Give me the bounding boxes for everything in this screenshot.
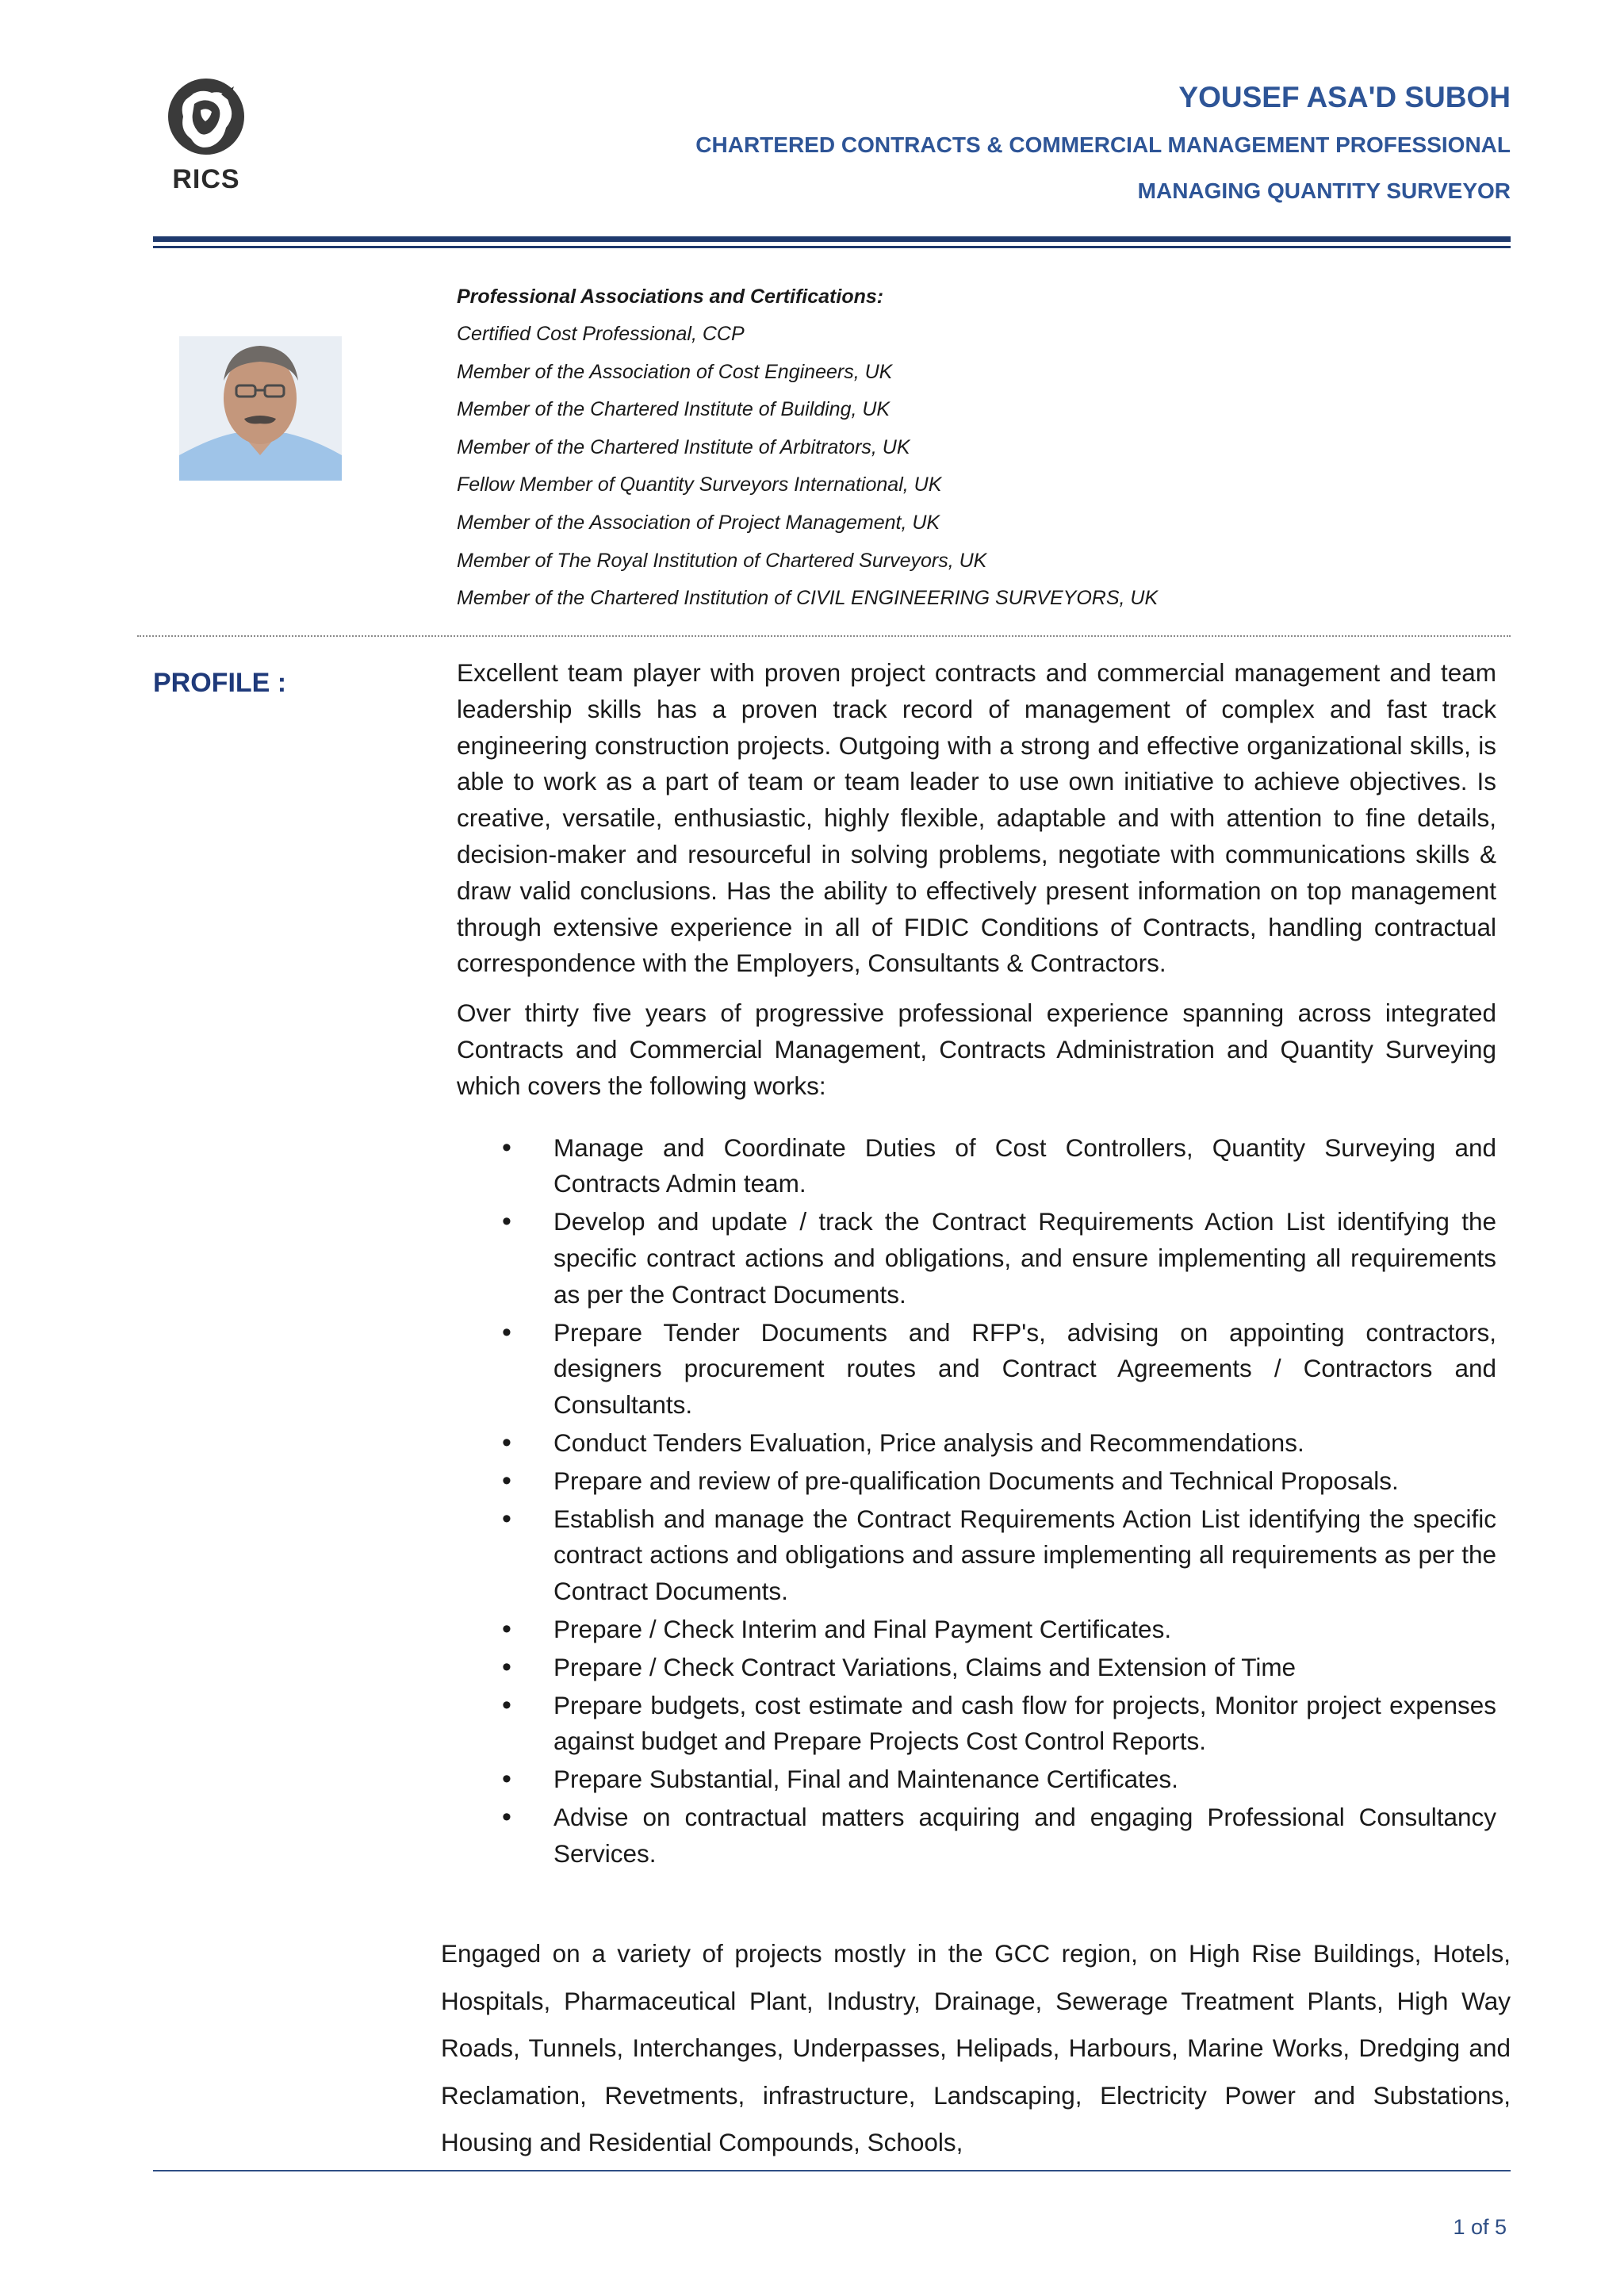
list-item-text: • Establish and manage the Contract Requirements Action List identifying the specific contract actions and obligations and assure implementing all requirements as per the Contract Documents. bbox=[553, 1504, 1496, 1606]
certification-item: Member of the Chartered Institution of CIVIL ENGINEERING SURVEYORS, UK bbox=[457, 587, 1159, 610]
list-item-text: • Advise on contractual matters acquiring and engaging Professional Consultancy Services. bbox=[553, 1802, 1496, 1868]
certification-item: Certified Cost Professional, CCP bbox=[457, 323, 745, 345]
header-rule-thick bbox=[153, 236, 1511, 242]
list-item bbox=[457, 1130, 1496, 1203]
list-item-text: • Prepare Tender Documents and RFP's, advising on appointing contractors, designers procurement routes and Contract Agreements / Contractors and Consultants. bbox=[553, 1317, 1496, 1420]
certifications-heading: Professional Associations and Certifications: bbox=[457, 286, 884, 308]
list-item bbox=[457, 1761, 1496, 1798]
list-item bbox=[457, 1650, 1496, 1686]
list-item bbox=[457, 1800, 1496, 1872]
list-item bbox=[457, 1204, 1496, 1313]
header-rule-thin bbox=[153, 246, 1511, 248]
profile-body bbox=[457, 655, 1496, 1874]
candidate-title: CHARTERED CONTRACTS & COMMERCIAL MANAGEMENT PROFESSIONAL bbox=[695, 132, 1511, 157]
profile-heading: PROFILE : bbox=[153, 668, 287, 698]
list-item-text: • Prepare / Check Contract Variations, Claims and Extension of Time bbox=[553, 1652, 1297, 1681]
footer-rule bbox=[153, 2170, 1511, 2171]
list-item-text: • Develop and update / track the Contract Requirements Action List identifying the specific contract actions and obligations, and ensure implementing all requirements as per the Contract Documents. bbox=[553, 1207, 1496, 1309]
duties-list bbox=[457, 1130, 1496, 1872]
certification-item: Member of the Chartered Institute of Arbitrators, UK bbox=[457, 435, 910, 458]
certification-item: Member of the Association of Cost Engineers, UK bbox=[457, 360, 893, 383]
list-item bbox=[457, 1463, 1496, 1500]
list-item bbox=[457, 1315, 1496, 1424]
candidate-role: MANAGING QUANTITY SURVEYOR bbox=[1137, 178, 1511, 203]
section-divider bbox=[137, 635, 1511, 637]
engaged-paragraph: Engaged on a variety of projects mostly in the GCC region, on High Rise Buildings, Hotels, Hospitals, Pharmaceutical Plant, Industry, Drainage, Sewerage Treatment Plants, High Way Roads, Tunnels, Interchanges, Underpasses, Helipads, Harbours, Marine Works, Dredging and Reclamation, Revetments, infrastructure, Landscaping, Electricity Power and Substations, Housing and Residential Compounds, Schools, bbox=[441, 1939, 1511, 2156]
certification-item: Member of The Royal Institution of Chartered Surveyors, UK bbox=[457, 549, 987, 572]
profile-photo bbox=[179, 336, 342, 481]
list-item-text: • Manage and Coordinate Duties of Cost Controllers, Quantity Surveying and Contracts Admin team. bbox=[553, 1133, 1496, 1198]
list-item bbox=[457, 1612, 1496, 1648]
profile-paragraph-2: Over thirty five years of progressive professional experience spanning across integrated Contracts and Commercial Management, Contracts Administration and Quantity Surveying which covers the following works: bbox=[457, 999, 1496, 1100]
page-number: 1 of 5 bbox=[1453, 2215, 1507, 2239]
list-item-text: • Prepare / Check Interim and Final Payment Certificates. bbox=[553, 1614, 1172, 1643]
rics-logo bbox=[163, 75, 250, 194]
profile-paragraph-1: Excellent team player with proven project contracts and commercial management and team leadership skills has a proven track record of management of complex and fast track engineering construction projects. Outgoing with a strong and effective organizational skills, is able to work as a part of team or team leader to use own initiative to achieve objectives. Is creative, versatile, enthusiastic, highly flexible, adaptable and with attention to fine details, decision-maker and resourceful in solving problems, negotiate with communications skills & draw valid conclusions. Has the ability to effectively present information on top management through extensive experience in all of FIDIC Conditions of Contracts, handling contractual correspondence with the Employers, Consultants & Contractors. bbox=[457, 658, 1496, 978]
list-item bbox=[457, 1501, 1496, 1610]
list-item bbox=[457, 1688, 1496, 1761]
lion-head-icon bbox=[163, 75, 250, 163]
list-item bbox=[457, 1425, 1496, 1462]
candidate-name: YOUSEF ASA'D SUBOH bbox=[1178, 81, 1511, 113]
list-item-text: • Prepare budgets, cost estimate and cash flow for projects, Monitor project expenses against budget and Prepare Projects Cost Control Reports. bbox=[553, 1690, 1496, 1756]
list-item-text: • Prepare and review of pre-qualification Documents and Technical Proposals. bbox=[553, 1466, 1399, 1495]
list-item-text: • Conduct Tenders Evaluation, Price analysis and Recommendations. bbox=[553, 1428, 1304, 1457]
logo-text: RICS bbox=[172, 164, 240, 194]
certifications-section bbox=[457, 278, 1250, 618]
certification-item: Member of the Association of Project Management, UK bbox=[457, 511, 940, 534]
certification-item: Fellow Member of Quantity Surveyors International, UK bbox=[457, 473, 942, 496]
certification-item: Member of the Chartered Institute of Building, UK bbox=[457, 398, 891, 421]
list-item-text: • Prepare Substantial, Final and Maintenance Certificates. bbox=[553, 1765, 1178, 1794]
